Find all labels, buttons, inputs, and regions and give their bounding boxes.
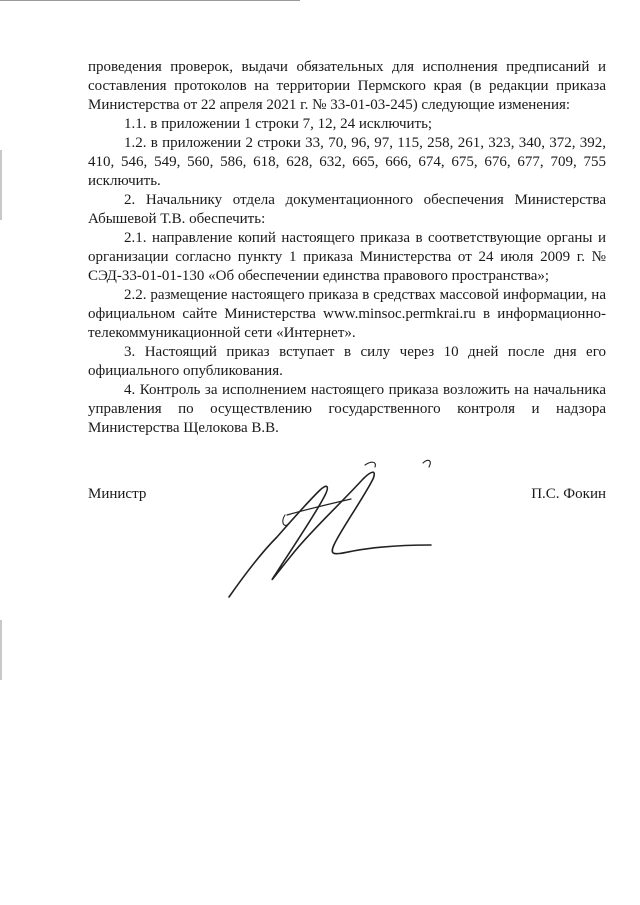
signer-name: П.С. Фокин — [531, 486, 606, 502]
paragraph-2-1: 2.1. направление копий настоящего приказа в соответствующие органы и организации согласно пункту 1 приказа Министерства от 24 июля 2009 г. № СЭД-33-01-01-130 «Об обеспечении единства правового пространства»; — [88, 230, 606, 284]
paragraph-2-2: 2.2. размещение настоящего приказа в средствах массовой информации, на официальном сайте Министерства www.minsoc.permkrai.ru в информационно-телекоммуникационной сети «Интернет». — [88, 287, 606, 341]
paragraph-3: 3. Настоящий приказ вступает в силу через 10 дней после дня его официального опубликования. — [88, 344, 606, 379]
handwritten-signature — [215, 455, 455, 605]
paragraph-1-1: 1.1. в приложении 1 строки 7, 12, 24 исключить; — [124, 116, 433, 132]
paragraph-4: 4. Контроль за исполнением настоящего приказа возложить на начальника управления по осуществлению государственного контроля и надзора Министерства Щелокова В.В. — [88, 382, 606, 436]
paragraph-amendments-intro: проведения проверок, выдачи обязательных для исполнения предписаний и составления протоколов на территории Пермского края (в редакции приказа Министерства от 22 апреля 2021 г. № 33-01-03-245) следующие изменения: — [88, 59, 606, 113]
top-rule — [0, 0, 300, 1]
paragraph-1-2: 1.2. в приложении 2 строки 33, 70, 96, 97, 115, 258, 261, 323, 340, 372, 392, 410, 546, 549, 560, 586, 618, 628, 632, 665, 666, 674, 675, 676, 677, 709, 755 исключить. — [88, 135, 606, 189]
paragraph-2: 2. Начальнику отдела документационного обеспечения Министерства Абышевой Т.В. обеспечить: — [88, 192, 606, 227]
scan-edge-mark — [0, 150, 2, 220]
scan-edge-mark — [0, 620, 2, 680]
document-body — [88, 58, 606, 438]
signer-position: Министр — [88, 486, 147, 502]
